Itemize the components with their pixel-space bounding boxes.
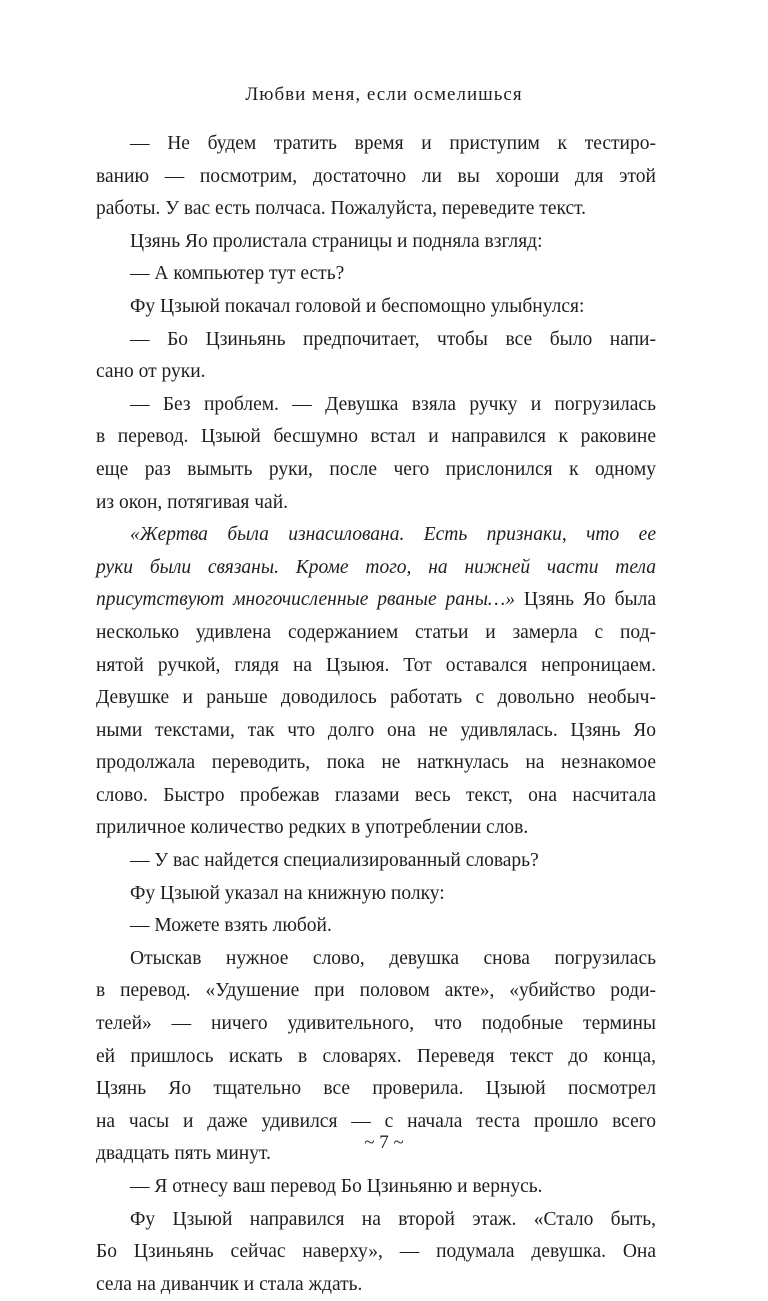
text-line: Фу Цзыюй направился на второй этаж. «Стало быть, [130, 1208, 656, 1230]
text-line: в перевод. «Удушение при половом акте», «убийство роди- [96, 980, 656, 1002]
text-line: руки были связаны. Кроме того, на нижней части тела [96, 556, 656, 578]
text-line: на часы и даже удивился — с начала теста прошло всего [96, 1110, 656, 1132]
text-line: Цзянь Яо тщательно все проверила. Цзыюй посмотрел [96, 1078, 656, 1100]
text-line: села на диванчик и стала ждать. [96, 1273, 363, 1295]
text-line: — Не будем тратить время и приступим к тестиро- [130, 133, 656, 154]
text-line: ными текстами, так что долго она не удивлялась. Цзянь Яо [96, 719, 656, 741]
italic-quote-segment: присутствуют многочисленные рваные раны…» [96, 589, 516, 611]
text-line: Девушке и раньше доводилось работать с довольно необыч- [96, 687, 656, 709]
text-line: ей пришлось искать в словарях. Переведя текст до конца, [96, 1045, 656, 1067]
text-line: в перевод. Цзыюй бесшумно встал и направился к раковине [96, 426, 656, 448]
text-line: работы. У вас есть полчаса. Пожалуйста, переведите текст. [96, 198, 587, 220]
text-line: продолжала переводить, пока не наткнулась на незнакомое [96, 752, 656, 774]
text-line: — Бо Цзиньянь предпочитает, чтобы все было напи- [130, 328, 656, 350]
text-line: Отыскав нужное слово, девушка снова погрузилась [130, 947, 656, 969]
text-segment: Цзянь Яо была [515, 589, 656, 611]
running-header: Любви меня, если осмелишься [245, 84, 523, 105]
text-line: телей» — ничего удивительного, что подобные термины [96, 1013, 656, 1035]
text-line: ванию — посмотрим, достаточно ли вы хороши для этой [96, 165, 656, 187]
text-line: Фу Цзыюй указал на книжную полку: [130, 882, 445, 904]
text-line: сано от руки. [96, 361, 206, 383]
page-number: ~ 7 ~ [364, 1132, 404, 1153]
text-line: Цзянь Яо пролистала страницы и подняла взгляд: [130, 230, 543, 252]
text-line: Фу Цзыюй покачал головой и беспомощно улыбнулся: [130, 295, 585, 317]
text-line: — А компьютер тут есть? [130, 263, 345, 285]
text-line: двадцать пять минут. [96, 1143, 271, 1165]
text-line: слово. Быстро пробежав глазами весь текст, она насчитала [96, 784, 656, 806]
text-line: еще раз вымыть руки, после чего прислонился к одному [96, 458, 656, 480]
text-line: «Жертва была изнасилована. Есть признаки, что ее [130, 524, 656, 546]
text-line: Бо Цзиньянь сейчас наверху», — подумала девушка. Она [96, 1241, 656, 1263]
page-body [96, 128, 656, 1301]
text-line [96, 584, 656, 617]
text-line: — Можете взять любой. [130, 915, 332, 937]
text-line: приличное количество редких в употреблении слов. [96, 817, 529, 839]
text-line: из окон, потягивая чай. [96, 491, 289, 513]
text-line: — У вас найдется специализированный словарь? [130, 850, 539, 872]
text-line: нятой ручкой, глядя на Цзыюя. Тот оставался непроницаем. [96, 654, 656, 676]
text-line: — Я отнесу ваш перевод Бо Цзиньяню и вернусь. [130, 1176, 543, 1197]
text-line: — Без проблем. — Девушка взяла ручку и погрузилась [130, 393, 656, 415]
text-line: несколько удивлена содержанием статьи и замерла с под- [96, 621, 656, 643]
